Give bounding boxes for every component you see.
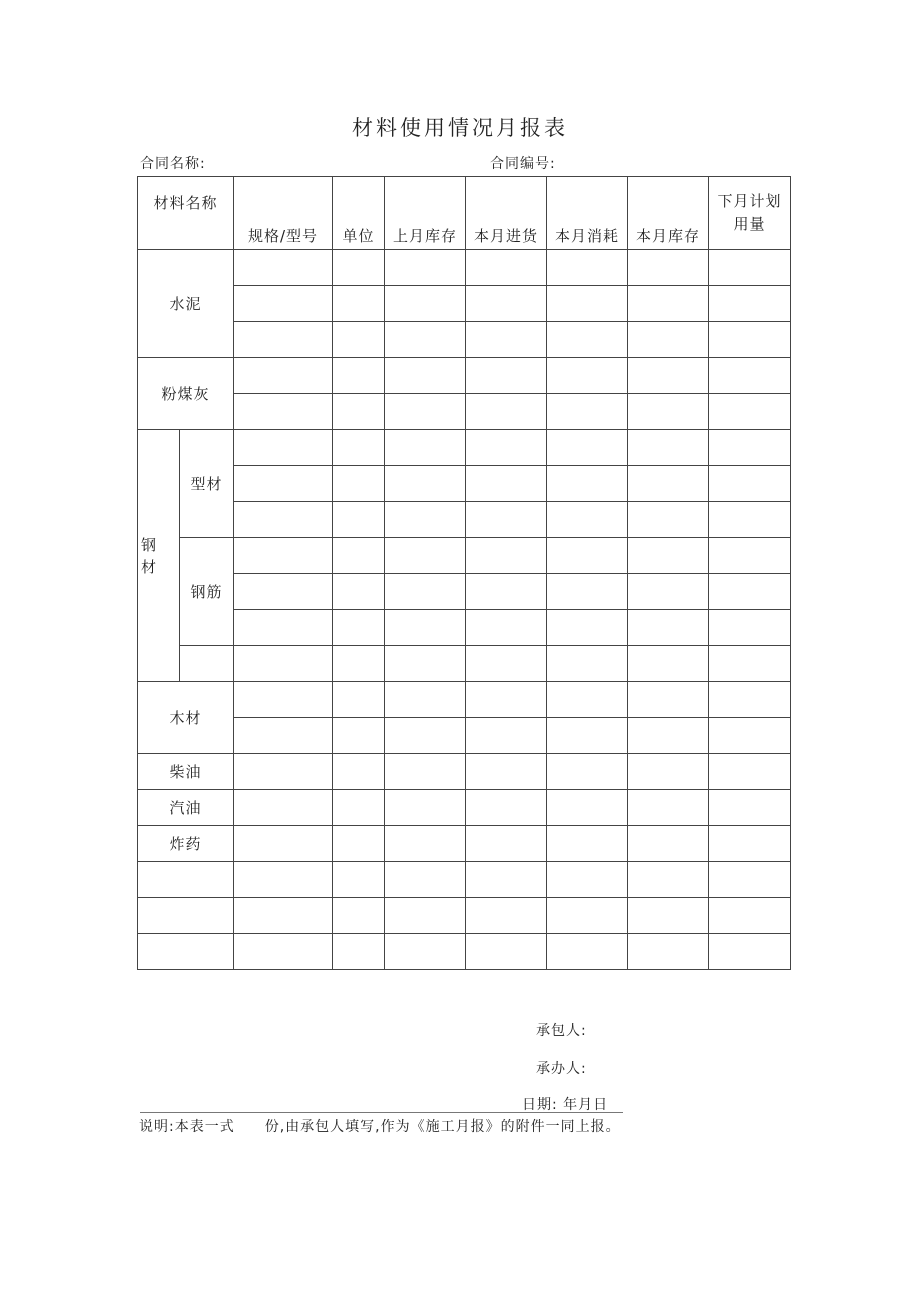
table-cell xyxy=(385,754,466,790)
material-flyash: 粉煤灰 xyxy=(138,358,234,430)
table-cell xyxy=(628,718,709,754)
footnote: 说明:本表一式 份,由承包人填写,作为《施工月报》的附件一同上报。 xyxy=(139,1119,621,1135)
table-cell xyxy=(333,358,385,394)
table-cell xyxy=(709,430,791,466)
table-row xyxy=(138,466,791,502)
table-cell xyxy=(709,502,791,538)
material-steel-line2: 材 xyxy=(141,557,158,576)
table-cell xyxy=(234,898,333,934)
table-cell xyxy=(547,826,628,862)
table-cell xyxy=(709,322,791,358)
table-cell xyxy=(628,934,709,970)
table-cell xyxy=(466,934,547,970)
table-row xyxy=(138,898,791,934)
table-cell xyxy=(547,322,628,358)
table-cell xyxy=(547,934,628,970)
table-cell xyxy=(333,718,385,754)
table-cell xyxy=(466,250,547,286)
table-cell xyxy=(385,466,466,502)
table-cell xyxy=(547,466,628,502)
header-material-name: 材料名称 xyxy=(138,177,234,250)
table-cell xyxy=(709,862,791,898)
table-cell xyxy=(628,538,709,574)
table-cell xyxy=(466,718,547,754)
table-row xyxy=(138,286,791,322)
table-cell xyxy=(466,862,547,898)
table-cell xyxy=(234,466,333,502)
table-cell xyxy=(333,250,385,286)
table-row xyxy=(138,862,791,898)
header-row xyxy=(138,177,791,250)
table-cell xyxy=(628,358,709,394)
table-cell xyxy=(138,898,234,934)
table-cell xyxy=(385,430,466,466)
date-label: 日期: 年月日 xyxy=(522,1097,609,1113)
table-cell xyxy=(234,538,333,574)
header-next-plan xyxy=(709,177,791,250)
table-cell xyxy=(628,646,709,682)
table-cell xyxy=(547,754,628,790)
table-cell xyxy=(385,502,466,538)
table-cell xyxy=(709,610,791,646)
contract-no-label: 合同编号: xyxy=(490,156,556,172)
table-cell xyxy=(466,394,547,430)
table-cell xyxy=(333,394,385,430)
table-cell xyxy=(333,862,385,898)
table-cell xyxy=(138,934,234,970)
table-cell xyxy=(547,646,628,682)
table-cell xyxy=(628,394,709,430)
material-cement: 水泥 xyxy=(138,250,234,358)
table-cell xyxy=(628,754,709,790)
table-cell xyxy=(333,934,385,970)
table-cell xyxy=(547,610,628,646)
table-cell xyxy=(385,790,466,826)
table-cell xyxy=(466,358,547,394)
table-row xyxy=(138,754,791,790)
table-cell xyxy=(234,574,333,610)
table-cell xyxy=(547,718,628,754)
table-cell xyxy=(234,610,333,646)
table-cell xyxy=(385,322,466,358)
table-cell xyxy=(234,286,333,322)
header-next-plan-line1: 下月计划 xyxy=(717,192,782,210)
table-cell xyxy=(628,898,709,934)
header-in-month: 本月进货 xyxy=(466,177,547,250)
table-row xyxy=(138,394,791,430)
material-gasoline: 汽油 xyxy=(138,790,234,826)
table-cell xyxy=(628,466,709,502)
table-cell xyxy=(333,538,385,574)
table-cell xyxy=(628,502,709,538)
table-cell xyxy=(333,574,385,610)
table-cell xyxy=(385,862,466,898)
table-cell xyxy=(333,502,385,538)
header-unit: 单位 xyxy=(333,177,385,250)
table-cell xyxy=(466,898,547,934)
table-cell xyxy=(333,682,385,718)
table-cell xyxy=(547,790,628,826)
material-steel-line1: 钢 xyxy=(141,535,158,554)
table-cell xyxy=(709,574,791,610)
table-cell xyxy=(628,790,709,826)
table-cell xyxy=(628,574,709,610)
table-cell xyxy=(466,646,547,682)
table-cell xyxy=(234,358,333,394)
handler-label: 承办人: xyxy=(536,1061,587,1077)
table-cell xyxy=(333,286,385,322)
table-cell xyxy=(628,286,709,322)
contractor-label: 承包人: xyxy=(536,1023,587,1039)
table-cell xyxy=(628,430,709,466)
table-cell xyxy=(138,862,234,898)
table-cell xyxy=(234,430,333,466)
table-cell xyxy=(628,862,709,898)
table-cell xyxy=(466,826,547,862)
table-cell xyxy=(709,538,791,574)
table-cell xyxy=(333,826,385,862)
table-cell xyxy=(466,322,547,358)
table-row xyxy=(138,826,791,862)
table-cell xyxy=(466,502,547,538)
table-cell xyxy=(547,682,628,718)
table-row xyxy=(138,682,791,718)
table-cell xyxy=(385,826,466,862)
table-cell xyxy=(234,250,333,286)
table-cell xyxy=(234,826,333,862)
table-cell xyxy=(709,682,791,718)
table-cell xyxy=(234,682,333,718)
table-cell xyxy=(547,862,628,898)
contract-name-label: 合同名称: xyxy=(140,156,206,172)
divider-line xyxy=(140,1112,623,1113)
table-cell xyxy=(709,394,791,430)
table-cell xyxy=(385,646,466,682)
table-cell xyxy=(333,610,385,646)
table-cell xyxy=(466,430,547,466)
table-row xyxy=(138,934,791,970)
table-cell xyxy=(628,682,709,718)
table-cell xyxy=(709,826,791,862)
table-cell xyxy=(709,934,791,970)
table-cell xyxy=(180,646,234,682)
table-cell xyxy=(466,754,547,790)
table-row xyxy=(138,646,791,682)
table-cell xyxy=(466,538,547,574)
table-cell xyxy=(547,574,628,610)
header-spec: 规格/型号 xyxy=(234,177,333,250)
table-cell xyxy=(709,646,791,682)
table-cell xyxy=(709,790,791,826)
material-explosive: 炸药 xyxy=(138,826,234,862)
table-cell xyxy=(234,646,333,682)
table-cell xyxy=(547,898,628,934)
table-row xyxy=(138,538,791,574)
table-cell xyxy=(385,610,466,646)
table-cell xyxy=(234,934,333,970)
table-cell xyxy=(628,610,709,646)
table-cell xyxy=(385,358,466,394)
material-report-table xyxy=(137,176,791,970)
table-cell xyxy=(709,898,791,934)
table-cell xyxy=(466,790,547,826)
table-cell xyxy=(628,322,709,358)
table-cell xyxy=(466,610,547,646)
material-steel xyxy=(138,430,180,682)
header-last-stock: 上月库存 xyxy=(385,177,466,250)
table-row xyxy=(138,718,791,754)
table-cell xyxy=(628,826,709,862)
table-cell xyxy=(333,466,385,502)
table-cell xyxy=(333,790,385,826)
table-cell xyxy=(333,898,385,934)
table-cell xyxy=(385,250,466,286)
material-wood: 木材 xyxy=(138,682,234,754)
table-cell xyxy=(385,718,466,754)
table-cell xyxy=(547,502,628,538)
table-cell xyxy=(234,862,333,898)
table-cell xyxy=(709,718,791,754)
table-cell xyxy=(234,394,333,430)
table-row xyxy=(138,610,791,646)
table-cell xyxy=(234,754,333,790)
table-cell xyxy=(385,934,466,970)
table-cell xyxy=(385,898,466,934)
table-row xyxy=(138,790,791,826)
table-cell xyxy=(547,286,628,322)
table-cell xyxy=(547,538,628,574)
table-cell xyxy=(385,574,466,610)
table-cell xyxy=(234,718,333,754)
table-cell xyxy=(709,250,791,286)
table-cell xyxy=(709,754,791,790)
table-cell xyxy=(333,754,385,790)
table-cell xyxy=(547,358,628,394)
material-diesel: 柴油 xyxy=(138,754,234,790)
table-cell xyxy=(709,286,791,322)
header-stock-month: 本月库存 xyxy=(628,177,709,250)
material-rebar: 钢筋 xyxy=(180,538,234,646)
table-row xyxy=(138,502,791,538)
table-cell xyxy=(333,430,385,466)
table-cell xyxy=(466,574,547,610)
table-cell xyxy=(234,502,333,538)
table-row xyxy=(138,430,791,466)
table-cell xyxy=(385,286,466,322)
table-cell xyxy=(234,322,333,358)
table-row xyxy=(138,250,791,286)
header-used-month: 本月消耗 xyxy=(547,177,628,250)
header-next-plan-line2: 用量 xyxy=(733,215,766,233)
page-title: 材料使用情况月报表 xyxy=(352,116,568,140)
table-cell xyxy=(709,466,791,502)
table-cell xyxy=(333,646,385,682)
table-cell xyxy=(547,250,628,286)
table-cell xyxy=(466,286,547,322)
table-cell xyxy=(709,358,791,394)
table-cell xyxy=(466,466,547,502)
table-row xyxy=(138,574,791,610)
table-cell xyxy=(333,322,385,358)
table-row xyxy=(138,358,791,394)
table-cell xyxy=(385,682,466,718)
table-cell xyxy=(385,538,466,574)
table-cell xyxy=(547,430,628,466)
table-cell xyxy=(234,790,333,826)
table-cell xyxy=(547,394,628,430)
table-row xyxy=(138,322,791,358)
material-steel-section: 型材 xyxy=(180,430,234,538)
table-cell xyxy=(385,394,466,430)
table-cell xyxy=(628,250,709,286)
table-cell xyxy=(466,682,547,718)
